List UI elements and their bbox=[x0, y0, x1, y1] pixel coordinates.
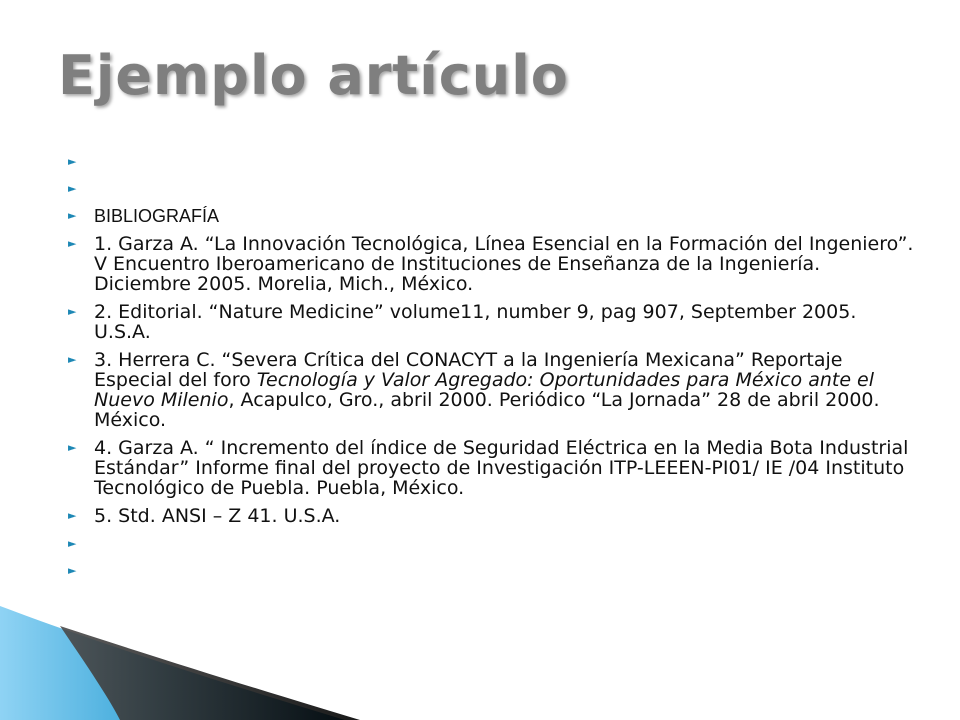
list-item-empty bbox=[68, 152, 918, 171]
reference-item bbox=[68, 438, 918, 498]
reference-text bbox=[94, 350, 918, 430]
reference-text: 1. Garza A. “La Innovación Tecnológica, Línea Esencial en la Formación del Ingeniero”. V Encuentro Iberoamericano de Instituciones de Enseñanza de la Ingeniería. Diciembre 2005. Morelia, Mich., México. bbox=[94, 233, 914, 295]
reference-text: 2. Editorial. “Nature Medicine” volume11, number 9, pag 907, September 2005. U.S.A. bbox=[94, 301, 857, 343]
reference-item bbox=[68, 302, 918, 342]
reference-text: 4. Garza A. “ Incremento del índice de Seguridad Eléctrica en la Media Bota Industrial Estándar” Informe final del proyecto de Investigación ITP-LEEEN-PI01/ IE /04 Instituto Tecnológico de Puebla. Puebla, México. bbox=[94, 437, 909, 499]
bullet-icon: ► bbox=[68, 155, 77, 168]
reference-item bbox=[68, 350, 918, 430]
reference-text: 5. Std. ANSI – Z 41. U.S.A. bbox=[94, 505, 341, 527]
reference-item bbox=[68, 234, 918, 294]
bullet-icon: ► bbox=[68, 305, 77, 318]
list-item-empty bbox=[68, 179, 918, 198]
swoosh-blue-shape bbox=[0, 602, 345, 720]
bullet-icon: ► bbox=[68, 564, 77, 577]
bullet-icon: ► bbox=[68, 353, 77, 366]
forum-title: Tecnología y Valor Agregado: Oportunidades para México ante el Nuevo Milenio bbox=[94, 369, 875, 411]
bullet-list bbox=[68, 152, 918, 588]
reference-text-part: , Acapulco, Gro., abril 2000. Periódico “La Jornada” 28 de abril 2000. México. bbox=[94, 389, 880, 431]
swoosh-white-stripe bbox=[0, 600, 360, 720]
reference-item bbox=[68, 506, 918, 526]
list-item-heading bbox=[68, 206, 918, 226]
bullet-icon: ► bbox=[68, 537, 77, 550]
bullet-icon: ► bbox=[68, 441, 77, 454]
list-item-empty bbox=[68, 534, 918, 553]
bullet-icon: ► bbox=[68, 509, 77, 522]
bullet-icon: ► bbox=[68, 182, 77, 195]
bullet-icon: ► bbox=[68, 237, 77, 250]
bibliography-heading: BIBLIOGRAFÍA bbox=[94, 206, 220, 226]
bullet-icon: ► bbox=[68, 209, 77, 222]
list-item-empty bbox=[68, 561, 918, 580]
swoosh-dark-shape bbox=[60, 626, 360, 720]
reference-text-part: 3. Herrera C. “Severa Crítica del CONACYT a la Ingeniería Mexicana” Reportaje Especial del foro bbox=[94, 349, 843, 391]
slide-title: Ejemplo artículo bbox=[58, 44, 569, 107]
